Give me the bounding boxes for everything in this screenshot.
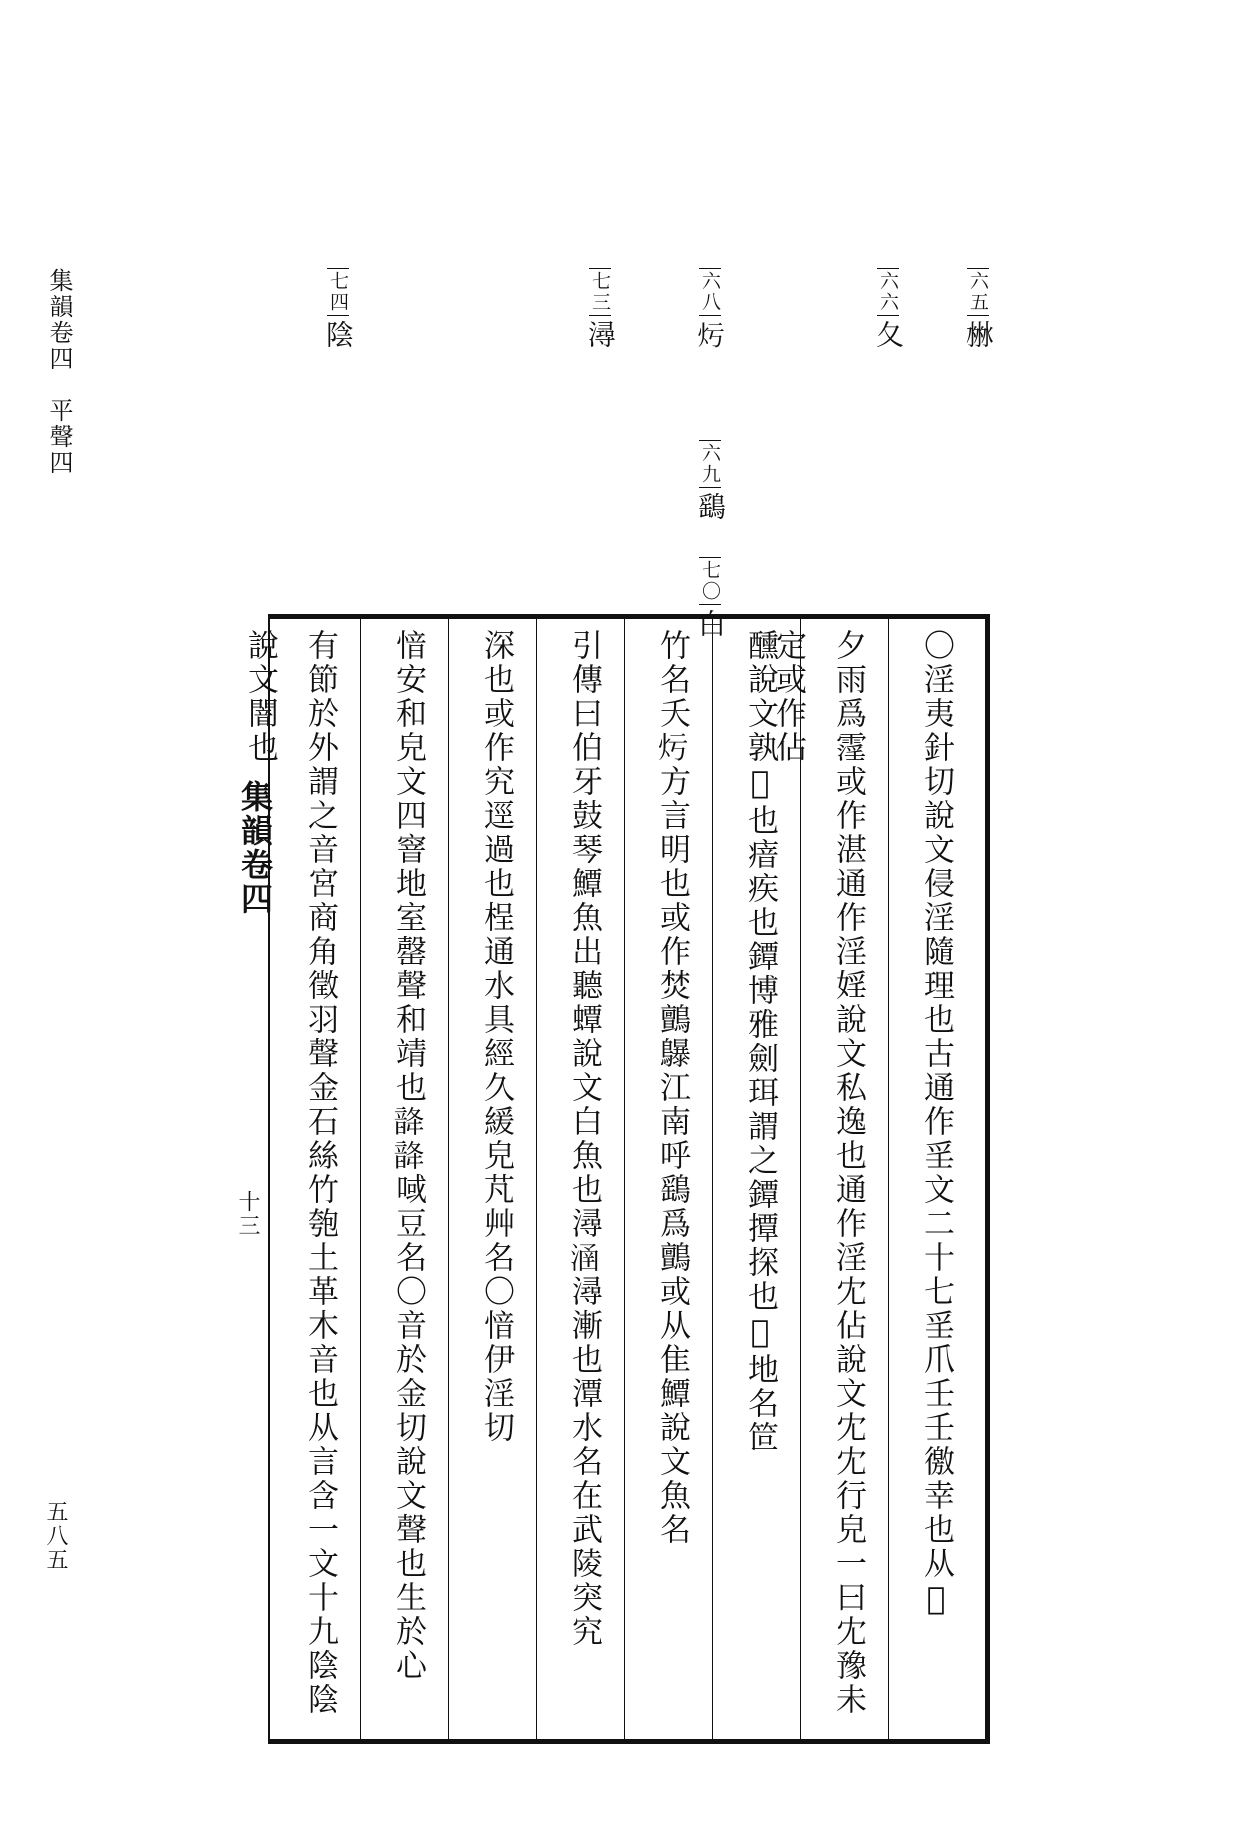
collation-note-text: 夂 bbox=[872, 320, 905, 350]
collation-note bbox=[580, 268, 620, 350]
collation-note bbox=[958, 268, 998, 350]
collation-note-number: 七三 bbox=[589, 268, 611, 316]
running-head: 集韻卷四 平聲四 bbox=[45, 268, 73, 476]
column-rule bbox=[536, 619, 537, 1739]
text-column: 引傳曰伯牙鼓琴鱏魚出聽蟫說文白魚也潯𣹢潯漸也潭水名在武陵突究 bbox=[566, 629, 602, 1649]
collation-note-number: 六九 bbox=[699, 440, 721, 488]
collation-note bbox=[690, 268, 730, 639]
column-rule bbox=[712, 619, 713, 1739]
text-column: 竹名夭𤆏方言明也或作焚鸇鸔江南呼鷂爲鸇或从隹鱏說文魚名 bbox=[654, 629, 690, 1547]
block-gutter-leaf-number: 十三 bbox=[235, 1190, 260, 1238]
text-column: 〇淫夷針切說文侵淫隨理也古通作㸒文二十七㸒爪壬壬徼幸也从𡑓 bbox=[918, 629, 954, 1620]
column-rule bbox=[888, 619, 889, 1739]
column-rule bbox=[448, 619, 449, 1739]
text-column: 醺說文孰𦵔也瘖疾也鐔博雅劍珥謂之鐔撢探也𨛫地名笸 bbox=[742, 629, 778, 1455]
text-column: 夕雨爲霪或作湛通作淫婬說文私逸也通作淫冘佔說文冘冘行皃一曰冘豫未定或作佔 bbox=[770, 629, 866, 1717]
text-column: 愔安和皃文四窨地室罄聲和靖也𩐨𩐨㖪豆名〇音於金切說文聲也生於心 bbox=[390, 629, 426, 1683]
block-gutter-title: 集韻卷四 bbox=[236, 780, 274, 916]
collation-note bbox=[318, 268, 358, 350]
collation-note-text: 潯 bbox=[584, 320, 617, 350]
collation-note-number: 六八 bbox=[699, 268, 721, 316]
page-number: 五八五 bbox=[43, 1500, 68, 1572]
column-rule bbox=[800, 619, 801, 1739]
collation-note-number: 六五 bbox=[967, 268, 989, 316]
collation-note bbox=[868, 268, 908, 350]
column-rule bbox=[624, 619, 625, 1739]
column-rule bbox=[360, 619, 361, 1739]
collation-note-text: 鷂 bbox=[694, 492, 727, 522]
collation-note-text: 𤆏 bbox=[694, 320, 727, 350]
collation-note-text: 㴇 bbox=[962, 320, 995, 350]
collation-note-number: 六六 bbox=[877, 268, 899, 316]
text-column: 深也或作究逕過也桯通水具經久緩皃芃艸名〇愔伊淫切 bbox=[478, 629, 514, 1445]
text-column: 有節於外謂之音宮商角徵羽聲金石絲竹匏土革木音也从言含一文十九陰陰說文闇也 bbox=[242, 629, 338, 1717]
collation-note-number: 七〇 bbox=[699, 557, 721, 605]
collation-note-text: 白 bbox=[694, 609, 727, 639]
collation-note-text: 陰 bbox=[322, 320, 355, 350]
collation-note-number: 七四 bbox=[327, 268, 349, 316]
